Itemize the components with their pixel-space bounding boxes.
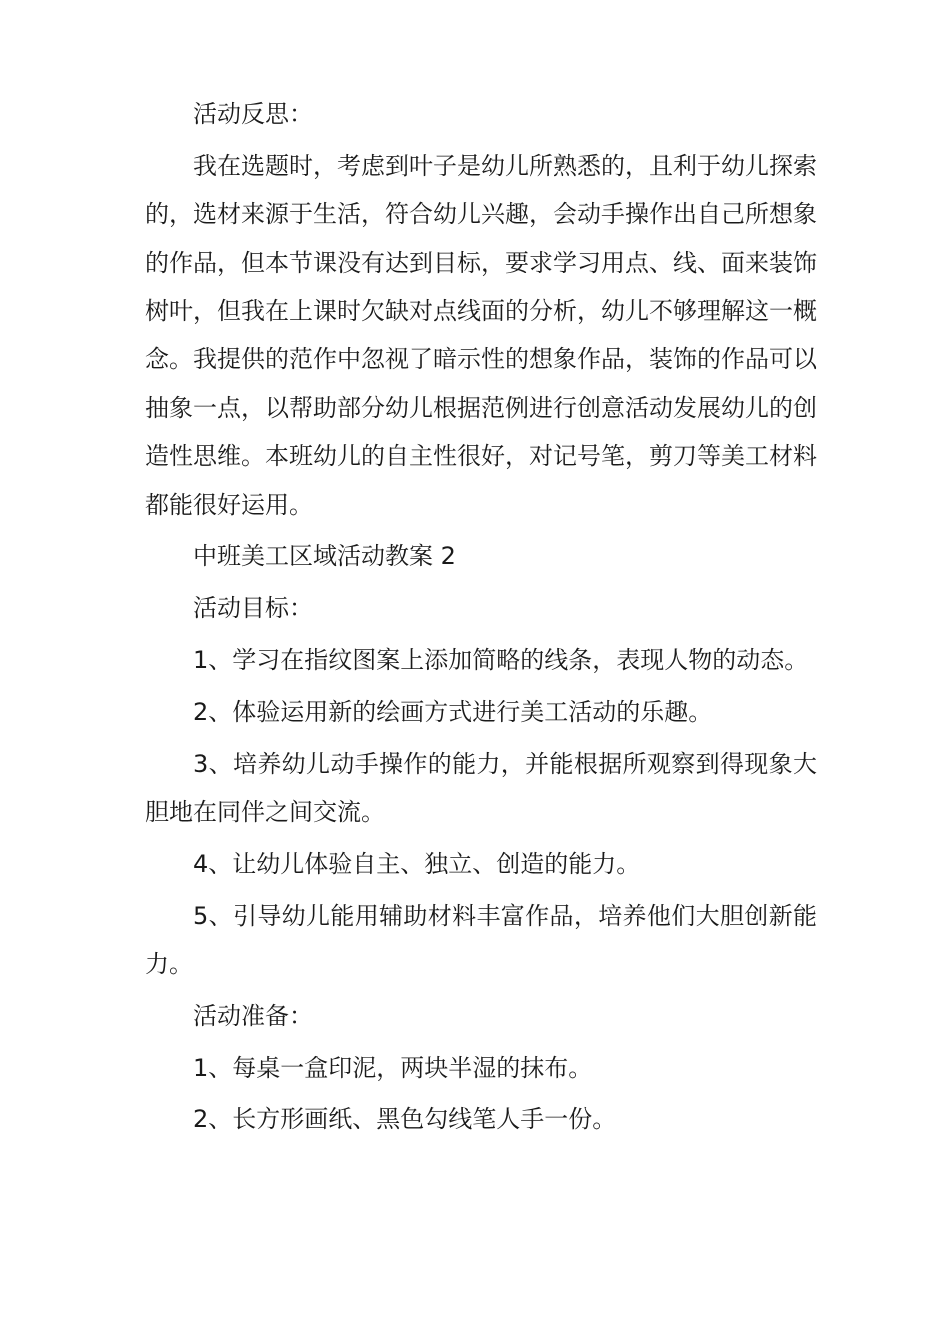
preparation-item-1: 1、每桌一盒印泥，两块半湿的抹布。 [193, 1053, 593, 1082]
goal-item-5: 5、引导幼儿能用辅助材料丰富作品，培养他们大胆创新能力。 [145, 901, 817, 979]
heading-activity-goals: 活动目标： [193, 594, 313, 623]
goal-item-3: 3、培养幼儿动手操作的能力，并能根据所观察到得现象大胆地在同伴之间交流。 [145, 749, 817, 827]
heading-activity-reflection: 活动反思： [193, 100, 313, 128]
reflection-paragraph: 我在选题时，考虑到叶子是幼儿所熟悉的，且利于幼儿探索的，选材来源于生活，符合幼儿兴趣，会动手操作出自己所想象的作品，但本节课没有达到目标，要求学习用点、线、面来装饰树叶，但我在上课时欠缺对点线面的分析，幼儿不够理解这一概念。我提供的范作中忽视了暗示性的想象作品，装饰的作品可以抽象一点，以帮助部分幼儿根据范例进行创意活动发展幼儿的创造性思维。本班幼儿的自主性很好，对记号笔，剪刀等美工材料都能很好运用。 [145, 151, 817, 519]
preparation-item-2: 2、长方形画纸、黑色勾线笔人手一份。 [193, 1105, 617, 1134]
goal-item-1: 1、学习在指纹图案上添加简略的线条，表现人物的动态。 [193, 646, 809, 675]
lesson-plan-title: 中班美工区域活动教案 2 [193, 542, 456, 571]
goal-item-2: 2、体验运用新的绘画方式进行美工活动的乐趣。 [193, 697, 713, 726]
document-body [145, 90, 817, 1147]
goal-item-4: 4、让幼儿体验自主、独立、创造的能力。 [193, 849, 641, 878]
heading-activity-preparation: 活动准备： [193, 1001, 313, 1030]
